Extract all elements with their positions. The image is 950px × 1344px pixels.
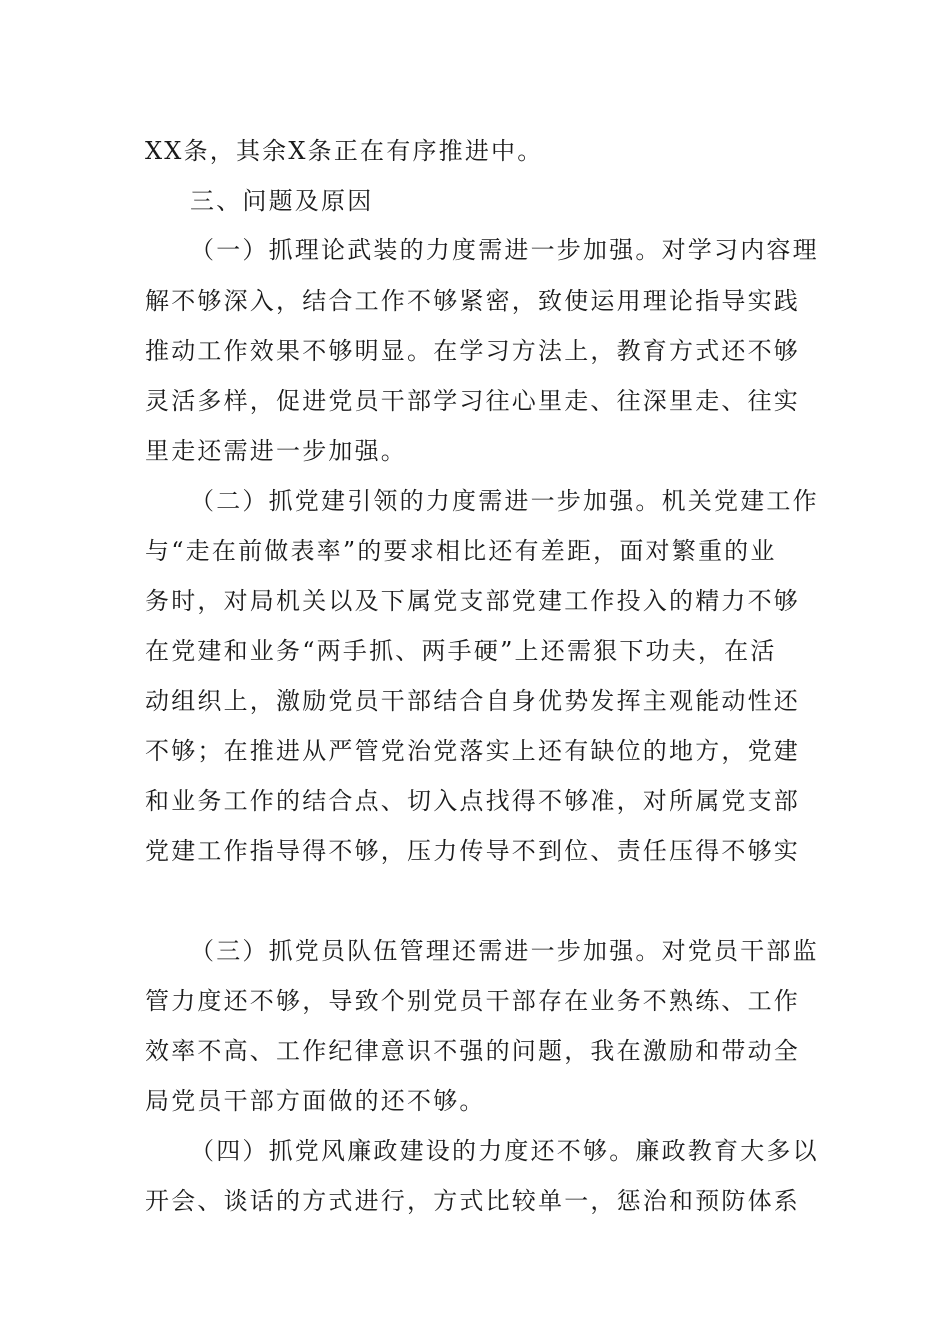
paragraph-line: （三）抓党员队伍管理还需进一步加强。对党员干部监 xyxy=(190,937,819,965)
paragraph-line: 灵活多样，促进党员干部学习往心里走、往深里走、往实 xyxy=(145,387,800,415)
paragraph-line: 在党建和业务“两手抓、两手硬”上还需狠下功夫，在活 xyxy=(145,637,777,665)
paragraph-line: 和业务工作的结合点、切入点找得不够准，对所属党支部 xyxy=(145,787,800,815)
paragraph-line: 不够；在推进从严管党治党落实上还有缺位的地方，党建 xyxy=(145,737,800,765)
paragraph-line: 解不够深入，结合工作不够紧密，致使运用理论指导实践 xyxy=(145,287,800,315)
paragraph-line: 推动工作效果不够明显。在学习方法上，教育方式还不够 xyxy=(145,337,800,365)
paragraph-line: （一）抓理论武装的力度需进一步加强。对学习内容理 xyxy=(190,236,819,264)
paragraph-line: 里走还需进一步加强。 xyxy=(145,437,407,465)
paragraph-line: 效率不高、工作纪律意识不强的问题，我在激励和带动全 xyxy=(145,1037,800,1065)
paragraph-line: 与“走在前做表率”的要求相比还有差距，面对繁重的业 xyxy=(145,537,777,565)
paragraph-line: 管力度还不够，导致个别党员干部存在业务不熟练、工作 xyxy=(145,987,800,1015)
paragraph-line: 动组织上，激励党员干部结合自身优势发挥主观能动性还 xyxy=(145,687,800,715)
paragraph-line: （二）抓党建引领的力度需进一步加强。机关党建工作 xyxy=(190,487,819,515)
paragraph-line: 党建工作指导得不够，压力传导不到位、责任压得不够实 xyxy=(145,837,800,865)
paragraph-line: XX条，其余X条正在有序推进中。 xyxy=(145,137,544,165)
paragraph-line: 局党员干部方面做的还不够。 xyxy=(145,1087,486,1115)
paragraph-line: （四）抓党风廉政建设的力度还不够。廉政教育大多以 xyxy=(190,1137,819,1165)
section-heading: 三、问题及原因 xyxy=(190,187,374,215)
paragraph-line: 开会、谈话的方式进行，方式比较单一，惩治和预防体系 xyxy=(145,1187,800,1215)
paragraph-line: 务时，对局机关以及下属党支部党建工作投入的精力不够 xyxy=(145,587,800,615)
